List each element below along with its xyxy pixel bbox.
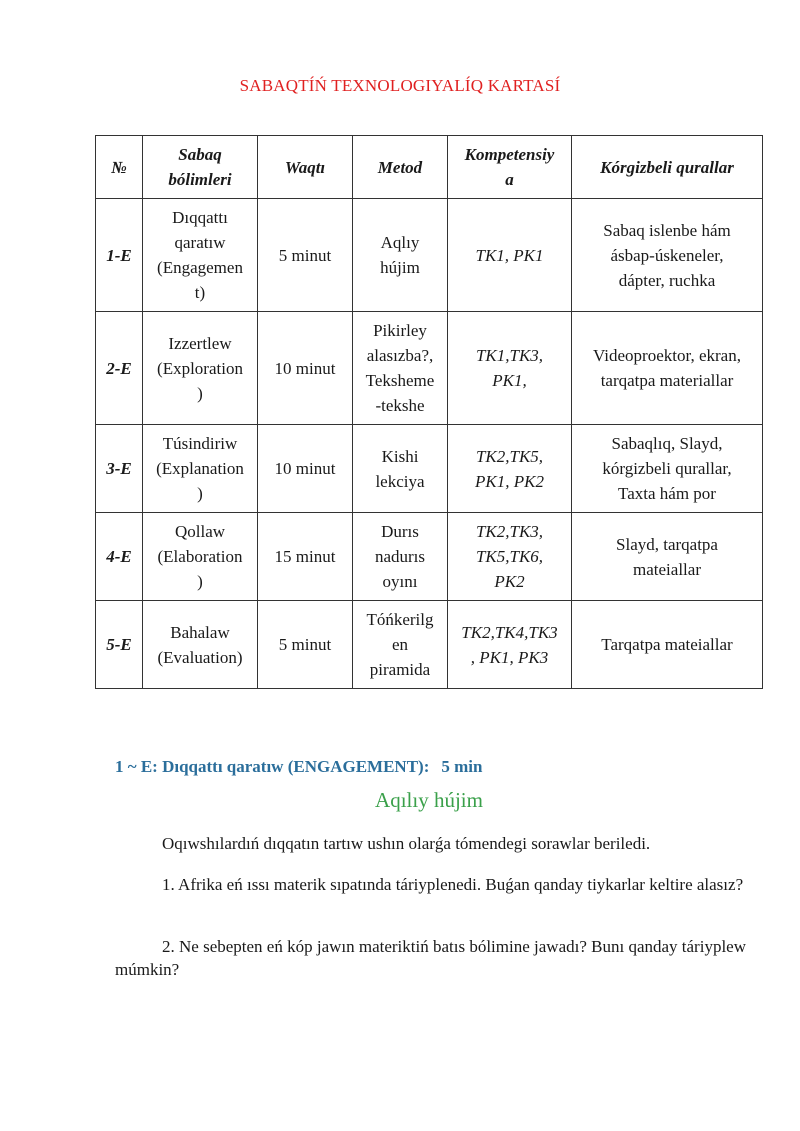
row-section: Túsindiriw (Explanation ) [143, 425, 258, 513]
section-heading-text: 1 ~ E: Dıqqattı qaratıw (ENGAGEMENT): [115, 757, 430, 776]
header-section: Sabaq bólimleri [143, 136, 258, 199]
row-competency: TK1, PK1 [448, 199, 572, 312]
lesson-plan-table [95, 135, 763, 689]
question-2: 2. Ne sebepten eń kóp jawın materiktiń batıs bólimine jawadı? Bunı qanday táriyplew múmkin? [115, 937, 746, 979]
row-tools: Videoproektor, ekran, tarqatpa materiallar [572, 312, 763, 425]
question-1: 1. Afrika eń ıssı materik sıpatında táriyplenedi. Buǵan qanday tiykarlar keltire alasız? [162, 875, 744, 894]
row-time: 10 minut [258, 425, 353, 513]
row-time: 5 minut [258, 199, 353, 312]
row-time: 5 minut [258, 601, 353, 689]
row-number: 1-E [96, 199, 143, 312]
row-number: 2-E [96, 312, 143, 425]
row-tools: Sabaqlıq, Slayd, kórgizbeli qurallar, Taxta hám por [572, 425, 763, 513]
row-method: Durıs nadurıs oyını [353, 513, 448, 601]
header-competency: Kompetensiy a [448, 136, 572, 199]
document-title: SABAQTÍŃ TEXNOLOGIYALÍQ KARTASÍ [239, 76, 561, 95]
row-competency: TK2,TK3, TK5,TK6, PK2 [448, 513, 572, 601]
row-time: 10 minut [258, 312, 353, 425]
row-competency: TK1,TK3, PK1, [448, 312, 572, 425]
row-section: Bahalaw (Evaluation) [143, 601, 258, 689]
row-number: 3-E [96, 425, 143, 513]
method-title: Aqılıy hújim [375, 788, 483, 812]
row-section: Izzertlew (Exploration ) [143, 312, 258, 425]
row-section: Qollaw (Elaboration ) [143, 513, 258, 601]
row-section: Dıqqattı qaratıw (Engagemen t) [143, 199, 258, 312]
row-number: 5-E [96, 601, 143, 689]
row-competency: TK2,TK4,TK3 , PK1, PK3 [448, 601, 572, 689]
table-row [96, 513, 763, 601]
row-tools: Tarqatpa mateiallar [572, 601, 763, 689]
table-row [96, 312, 763, 425]
section-heading [115, 757, 482, 777]
section-duration: 5 min [441, 757, 483, 776]
header-time: Waqtı [258, 136, 353, 199]
row-time: 15 minut [258, 513, 353, 601]
table-row [96, 601, 763, 689]
row-method: Aqlıy hújim [353, 199, 448, 312]
header-tools: Kórgizbeli qurallar [572, 136, 763, 199]
row-method: Tóńkerilg en piramida [353, 601, 448, 689]
intro-paragraph: Oqıwshılardıń dıqqatın tartıw ushın olarǵa tómendegi sorawlar beriledi. [162, 834, 651, 853]
row-tools: Slayd, tarqatpa mateiallar [572, 513, 763, 601]
table-row [96, 425, 763, 513]
row-method: Pikirley alasızba?, Teksheme -tekshe [353, 312, 448, 425]
header-method: Metod [353, 136, 448, 199]
row-tools: Sabaq islenbe hám ásbap-úskeneler, dápter, ruchka [572, 199, 763, 312]
row-competency: TK2,TK5, PK1, PK2 [448, 425, 572, 513]
row-number: 4-E [96, 513, 143, 601]
table-header-row [96, 136, 763, 199]
row-method: Kishi lekciya [353, 425, 448, 513]
table-row [96, 199, 763, 312]
header-number: № [96, 136, 143, 199]
